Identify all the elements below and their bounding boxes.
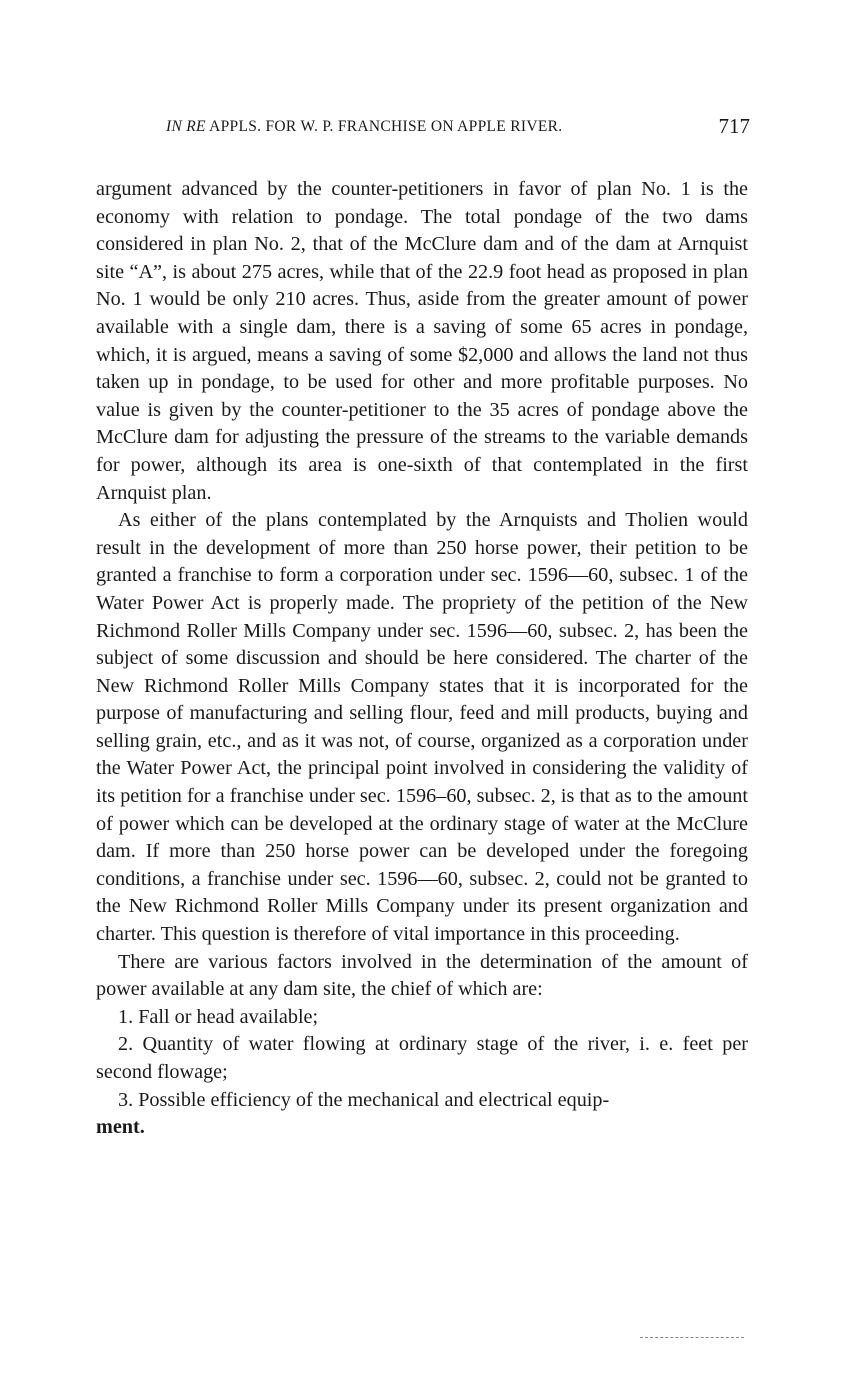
list-text: Fall or head available; <box>138 1005 319 1028</box>
body-text <box>96 176 748 1142</box>
list-text: Possible efficiency of the mechanical and electrical equip- <box>138 1088 610 1111</box>
page-number: 717 <box>718 114 750 138</box>
footer-rule <box>640 1337 744 1339</box>
running-title-italic: IN RE <box>166 118 206 135</box>
list-item-2 <box>96 1031 748 1086</box>
document-page <box>96 112 748 1142</box>
list-number: 1. <box>118 1005 134 1028</box>
paragraph-2: As either of the plans contemplated by the Arnquists and Tholien would result in the development of more than 250 horse power, their petition to be granted a franchise to form a corporation under sec. 1596—60, subsec. 1 of the Water Power Act is properly made. The propriety of the petition of the New Richmond Roller Mills Company under sec. 1596—60, subsec. 2, has been the subject of some discussion and should be here considered. The charter of the New Richmond Roller Mills Company states that it is incorporated for the purpose of manufacturing and selling flour, feed and mill products, buying and selling grain, etc., and as it was not, of course, organized as a corporation under the Water Power Act, the principal point involved in considering the validity of its petition for a franchise under sec. 1596–60, subsec. 2, is that as to the amount of power which can be developed at the ordinary stage of water at the McClure dam. If more than 250 horse power can be developed under the foregoing conditions, a franchise under sec. 1596—60, subsec. 2, could not be granted to the New Richmond Roller Mills Company under its present organization and charter. This question is therefore of vital importance in this proceeding. <box>96 509 748 946</box>
running-title-text: APPLS. FOR W. P. FRANCHISE ON APPLE RIVER. <box>209 118 563 135</box>
running-head <box>96 112 748 146</box>
list-number: 2. <box>118 1033 134 1056</box>
list-number: 3. <box>118 1088 134 1111</box>
paragraph-1: argument advanced by the counter-petitioners in favor of plan No. 1 is the economy with relation to pondage. The total pondage of the two dams considered in plan No. 2, that of the McClure dam and of the dam at Arnquist site “A”, is about 275 acres, while that of the 22.9 foot head as proposed in plan No. 1 would be only 210 acres. Thus, aside from the greater amount of power available with a single dam, there is a saving of some 65 acres in pondage, which, it is argued, means a saving of some $2,000 and allows the land not thus taken up in pondage, to be used for other and more profitable purposes. No value is given by the counter-petitioner to the 35 acres of pondage above the McClure dam for adjusting the pressure of the streams to the variable demands for power, although its area is one-sixth of that contemplated in the first Arnquist plan. <box>96 178 748 504</box>
paragraph-3: There are various factors involved in the determination of the amount of power available at any dam site, the chief of which are: <box>96 950 748 1001</box>
running-title <box>166 118 562 136</box>
list-text-tail: ment. <box>96 1116 145 1139</box>
list-text: Quantity of water flowing at ordinary stage of the river, i. e. feet per second flowage; <box>96 1033 748 1083</box>
list-item-1 <box>96 1004 748 1032</box>
list-item-3 <box>96 1087 748 1142</box>
